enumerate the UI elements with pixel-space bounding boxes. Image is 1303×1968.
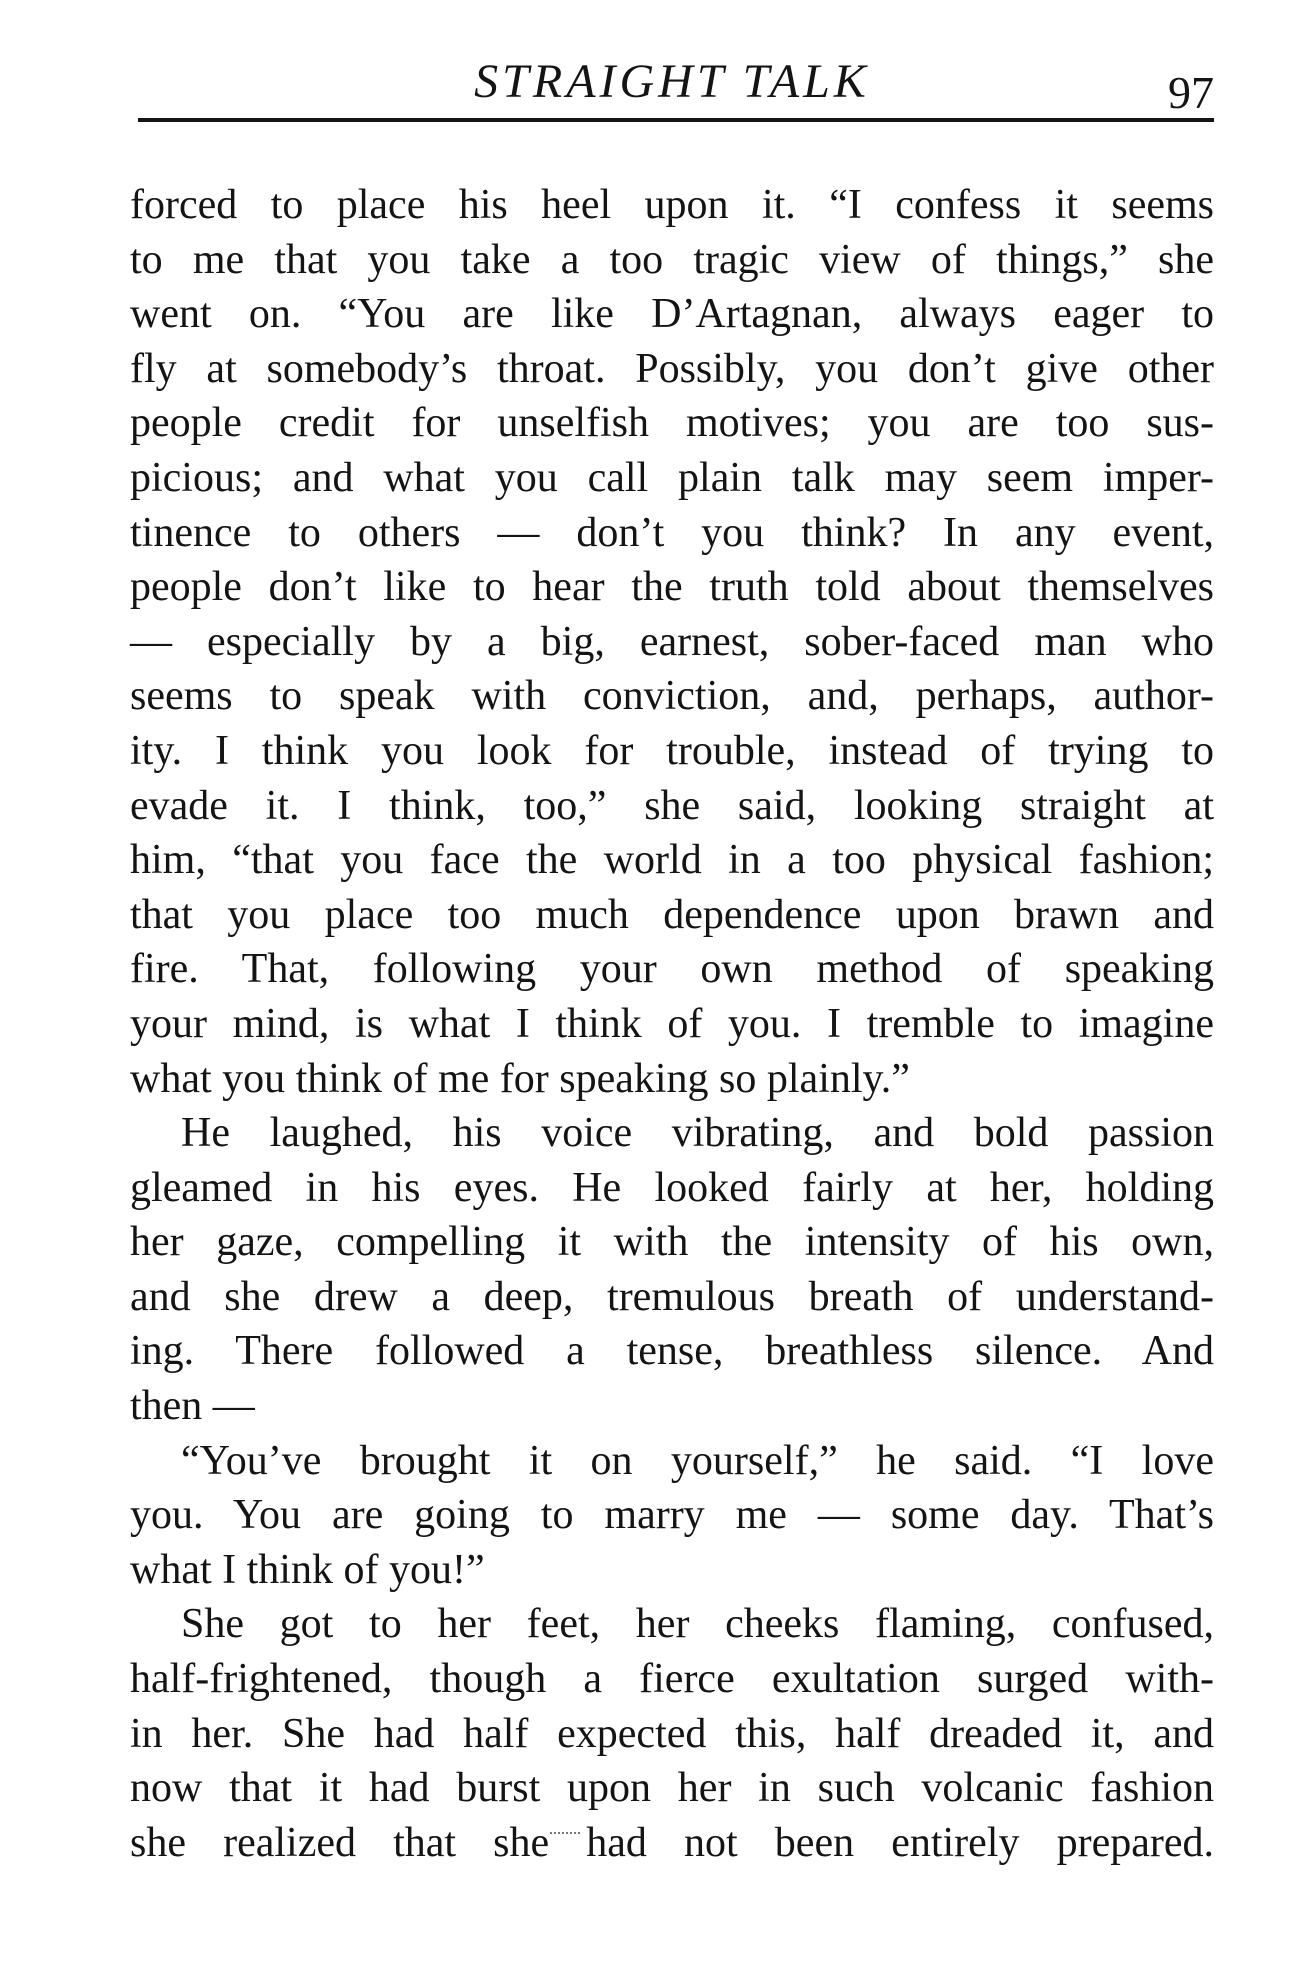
paragraph [130, 1434, 1214, 1598]
paragraph [130, 178, 1214, 1106]
text-line: what you think of me for speaking so plainly.” [130, 1055, 910, 1102]
text-line: you. You are going to marry me — some day. That’s [130, 1492, 1214, 1539]
text-line: people credit for unselfish motives; you are too sus- [130, 400, 1214, 447]
running-head [130, 52, 1214, 122]
body-text [130, 178, 1214, 1870]
text-line: people don’t like to hear the truth told about themselves [130, 564, 1214, 611]
text-line: gleamed in his eyes. He looked fairly at her, holding [130, 1164, 1214, 1211]
text-line: — especially by a big, earnest, sober-faced man who [130, 618, 1214, 665]
running-title: STRAIGHT TALK [474, 55, 870, 108]
text-line: your mind, is what I think of you. I tremble to imagine [130, 1000, 1214, 1047]
text-line: her gaze, compelling it with the intensity of his own, [130, 1219, 1214, 1266]
paragraph [130, 1597, 1214, 1870]
paragraph [130, 1106, 1214, 1434]
text-line: that you place too much dependence upon brawn and [130, 891, 1214, 938]
text-line: and she drew a deep, tremulous breath of understand- [130, 1273, 1214, 1320]
footer-smudge [550, 1832, 580, 1836]
text-line: what I think of you!” [130, 1546, 485, 1593]
text-line: She got to her feet, her cheeks flaming, confused, [181, 1601, 1214, 1648]
text-line: He laughed, his voice vibrating, and bold passion [181, 1110, 1214, 1157]
text-line: forced to place his heel upon it. “I confess it seems [130, 182, 1214, 228]
text-line: seems to speak with conviction, and, perhaps, author- [130, 673, 1214, 720]
text-line: evade it. I think, too,” she said, looking straight at [130, 782, 1214, 829]
header-rule [138, 118, 1214, 122]
text-line: now that it had burst upon her in such volcanic fashion [130, 1765, 1214, 1812]
text-line: “You’ve brought it on yourself,” he said. “I love [181, 1437, 1214, 1484]
text-line: fire. That, following your own method of speaking [130, 946, 1214, 993]
text-line: ing. There followed a tense, breathless silence. And [130, 1328, 1214, 1375]
text-line: fly at somebody’s throat. Possibly, you don’t give other [130, 345, 1214, 392]
text-line: then — [130, 1383, 255, 1430]
text-line: to me that you take a too tragic view of things,” she [130, 236, 1214, 283]
text-line: in her. She had half expected this, half dreaded it, and [130, 1710, 1214, 1757]
text-line: ity. I think you look for trouble, instead of trying to [130, 727, 1214, 774]
page-number: 97 [1168, 67, 1214, 118]
text-line: picious; and what you call plain talk may seem imper- [130, 454, 1214, 501]
text-line: went on. “You are like D’Artagnan, always eager to [130, 291, 1214, 338]
text-line: him, “that you face the world in a too physical fashion; [130, 837, 1214, 884]
text-line: she realized that she had not been entirely prepared. [130, 1819, 1214, 1866]
text-line: half-frightened, though a fierce exultation surged with- [130, 1656, 1214, 1703]
text-line: tinence to others — don’t you think? In any event, [130, 509, 1214, 556]
